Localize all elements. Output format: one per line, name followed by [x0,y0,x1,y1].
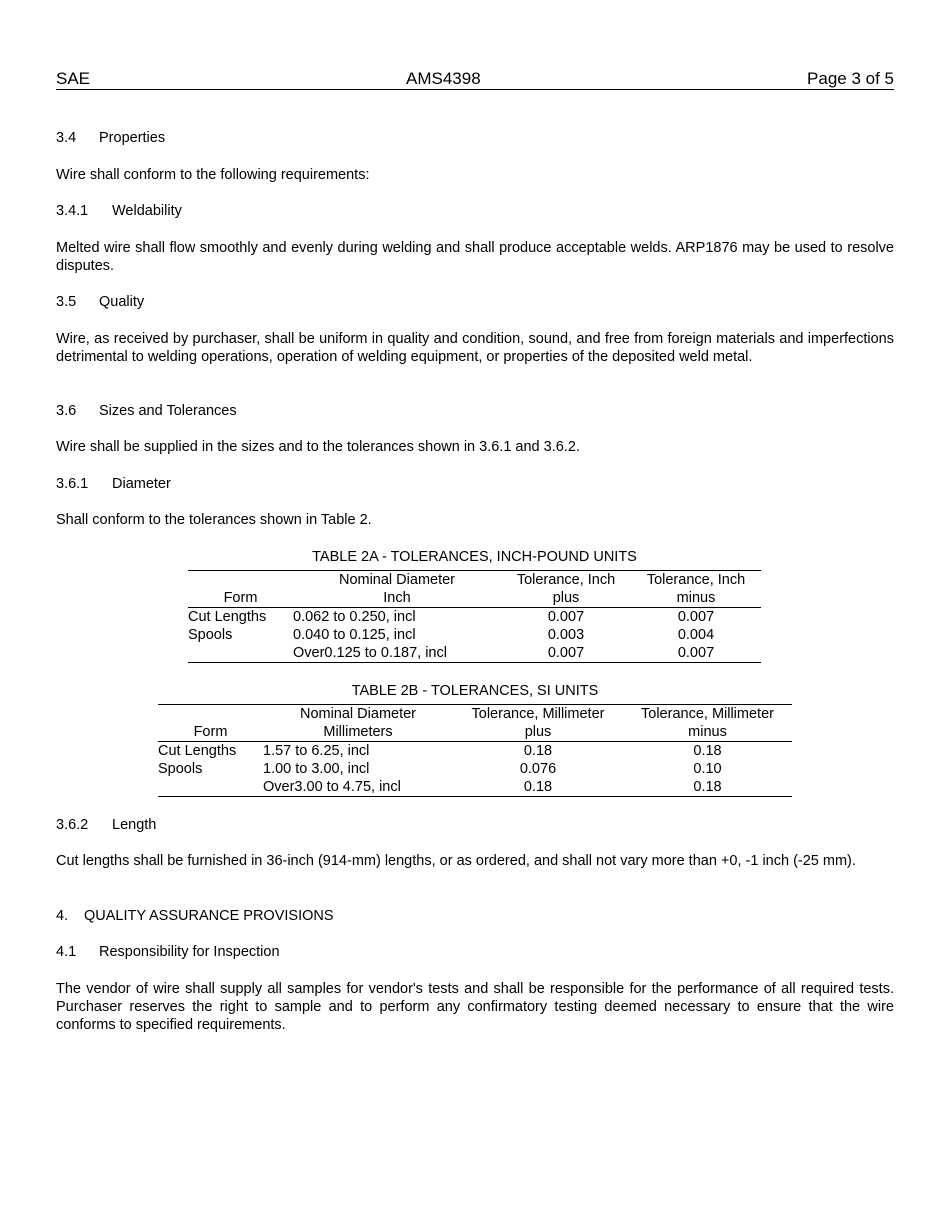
section-number: 4. [56,908,69,924]
section-heading-3-5 [56,293,894,311]
paragraph-3-6-1: Shall conform to the tolerances shown in Table 2. [56,512,372,528]
cell-plus: 0.18 [523,743,553,759]
cell-plus: 0.003 [547,627,585,643]
cell-minus: 0.18 [623,778,792,797]
section-number: 3.4 [56,130,77,146]
header-form: Form [158,723,263,742]
paragraph-3-4: Wire shall conform to the following requirements: [56,167,370,183]
section-heading-3-4 [56,129,894,147]
cell-form: Cut Lengths [188,609,267,625]
section-title: Diameter [112,476,171,492]
header-minus: minus [631,589,761,608]
table-row [158,760,792,778]
section-number: 3.4.1 [56,203,89,219]
cell-diameter: 1.57 to 6.25, incl [263,743,370,759]
section-number: 3.6.2 [56,817,89,833]
paragraph-3-6: Wire shall be supplied in the sizes and to the tolerances shown in 3.6.1 and 3.6.2. [56,439,580,455]
cell-form [158,778,263,797]
header-org: SAE [56,69,91,88]
cell-form: Spools [188,627,233,643]
page-header [56,69,894,90]
table-row [158,742,792,761]
section-title: QUALITY ASSURANCE PROVISIONS [84,908,334,924]
section-number: 4.1 [56,944,77,960]
section-number: 3.6.1 [56,476,89,492]
table-row [188,644,761,663]
table-row [158,778,792,797]
header-diameter-unit: Inch [293,589,501,608]
cell-plus: 0.18 [453,778,623,797]
header-plus: plus [501,589,631,608]
section-title: Weldability [112,203,182,219]
header-doc-number: AMS4398 [406,69,481,88]
paragraph-4-1: The vendor of wire shall supply all samples for vendor's tests and shall be responsible for the performance of all required tests. Purchaser reserves the right to sample and to perform any confirmatory testing deemed necessary to ensure that the wire conforms to specified requirements. [56,981,903,1033]
header-diameter-unit: Millimeters [263,723,453,742]
section-heading-3-6 [56,402,894,420]
section-heading-3-4-1 [56,202,894,220]
table-row [188,626,761,644]
header-diameter: Nominal Diameter [293,571,501,590]
section-title: Quality [99,294,145,310]
section-heading-4 [56,907,894,925]
header-page-number: Page 3 of 5 [807,69,894,88]
cell-diameter: 0.062 to 0.250, incl [293,609,416,625]
cell-plus: 0.007 [501,644,631,663]
section-title: Properties [99,130,166,146]
section-heading-3-6-1 [56,475,894,493]
cell-form [188,644,293,663]
section-title: Sizes and Tolerances [99,403,237,419]
header-tolerance-minus: Tolerance, Millimeter [623,705,792,724]
header-tolerance-plus: Tolerance, Millimeter [453,705,623,724]
cell-diameter: Over0.125 to 0.187, incl [293,644,501,663]
cell-minus: 0.004 [677,627,715,643]
cell-diameter: 0.040 to 0.125, incl [293,627,416,643]
paragraph-3-4-1: Melted wire shall flow smoothly and evenly during welding and shall produce acceptable welds. ARP1876 may be used to resolve disputes. [56,240,894,274]
header-diameter: Nominal Diameter [263,705,453,724]
section-heading-4-1 [56,943,894,961]
table-2b [158,704,792,797]
cell-form: Spools [158,761,203,777]
cell-diameter: Over3.00 to 4.75, incl [263,778,453,797]
section-title: Responsibility for Inspection [99,944,280,960]
header-tolerance-plus: Tolerance, Inch [501,571,631,590]
table-2a-caption: TABLE 2A - TOLERANCES, INCH-POUND UNITS [312,549,637,565]
header-minus: minus [623,723,792,742]
header-plus: plus [453,723,623,742]
cell-minus: 0.18 [693,743,722,759]
cell-plus: 0.007 [547,609,585,625]
cell-diameter: 1.00 to 3.00, incl [263,761,370,777]
cell-minus: 0.007 [631,644,761,663]
cell-form: Cut Lengths [158,743,237,759]
header-tolerance-minus: Tolerance, Inch [631,571,761,590]
table-2a [188,570,761,663]
paragraph-3-6-2: Cut lengths shall be furnished in 36-inch (914-mm) lengths, or as ordered, and shall not vary more than +0, -1 inch (-25 mm). [56,853,856,869]
cell-plus: 0.076 [519,761,557,777]
section-heading-3-6-2 [56,816,894,834]
section-number: 3.6 [56,403,77,419]
section-number: 3.5 [56,294,77,310]
cell-minus: 0.007 [677,609,715,625]
table-2b-caption: TABLE 2B - TOLERANCES, SI UNITS [351,683,599,699]
paragraph-3-5: Wire, as received by purchaser, shall be uniform in quality and condition, sound, and free from foreign materials and imperfections detrimental to welding operations, operation of welding equipment, or properties of the deposited weld metal. [56,331,894,365]
cell-minus: 0.10 [693,761,722,777]
table-row [188,608,761,627]
header-form: Form [188,589,293,608]
section-title: Length [112,817,157,833]
